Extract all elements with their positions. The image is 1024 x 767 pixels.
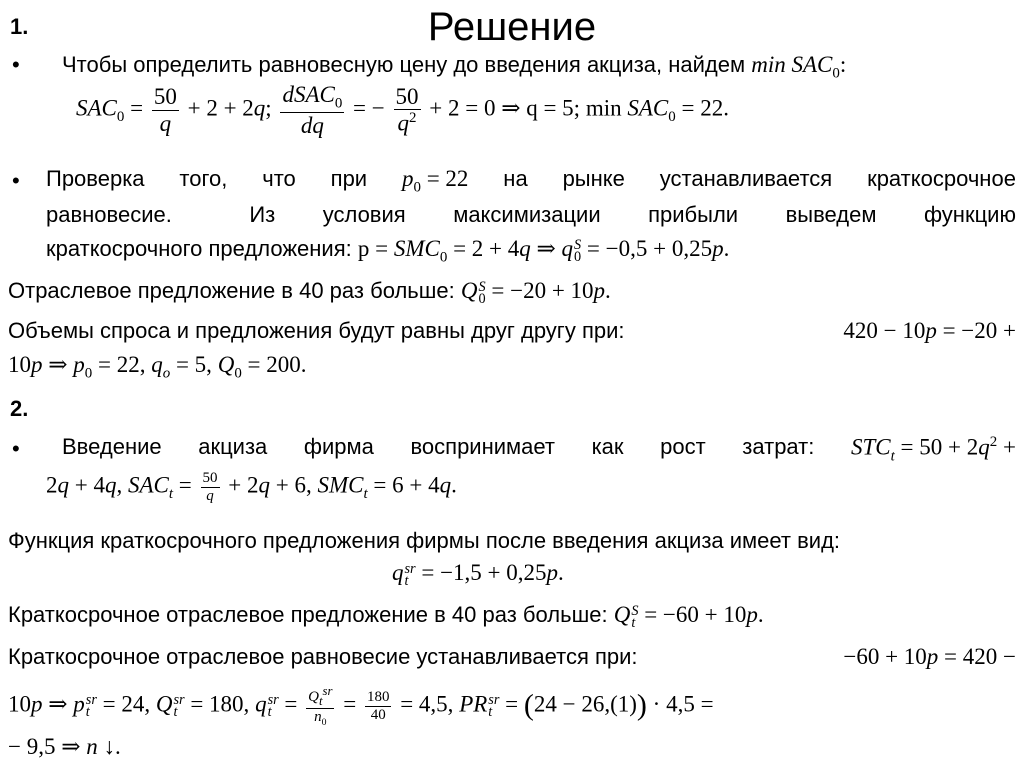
excise-line1: Введение акциза фирма воспринимает как рост затрат: $STC_t = 50 + 2q^2$ + bbox=[62, 434, 1016, 465]
section-number-1: 1. bbox=[10, 14, 29, 39]
short-run-industry-supply: Краткосрочное отраслевое предложение в 40 раз больше: Q S t = −60 + 10p. bbox=[8, 602, 764, 631]
demand-supply-line1: Объемы спроса и предложения будут равны друг другу при: 420 − 10p = −20 + bbox=[8, 318, 1016, 343]
bullet2-line2: равновесие. Из условия максимизации прибыли выведем функцию bbox=[46, 202, 1016, 227]
bullet2-line1: Проверка того, что при $p_0 = 22$ на рынке устанавливается краткосрочное bbox=[46, 166, 1016, 196]
firm-supply-text: Функция краткосрочного предложения фирмы после введения акциза имеет вид: bbox=[8, 528, 841, 553]
page-title: Решение bbox=[427, 5, 597, 49]
excise-line2: 2q + 4q, $SAC_t$ = $\frac{50}{q}$ + 2q + 6, $SMC_t = 6 + 4q$. bbox=[46, 470, 457, 504]
equilibrium-line2: 10p ⇒ p sr t = 24, Q sr t = 180, q sr t = $\frac{Q_t^{sr}}{n_0}$ = $\frac{180}{40}$ = 4,5, PR sr t = (24 − 26,(1)) · 4,5 = bbox=[8, 684, 714, 729]
demand-supply-line2: 10p ⇒ $p_0 = 22$, $q_o = 5$, $Q_0 = 200$. bbox=[8, 352, 307, 382]
bullet1-text: Чтобы определить равновесную цену до введения акциза, найдем bbox=[62, 52, 752, 77]
bullet2-line3: краткосрочного предложения: $p = SMC_0 = 2 + 4q$ ⇒ q S 0 = −0,5 + 0,25p. bbox=[46, 236, 730, 266]
equilibrium-line1: Краткосрочное отраслевое равновесие устанавливается при: −60 + 10p = 420 − bbox=[8, 644, 1016, 669]
bullet-icon: • bbox=[12, 436, 20, 461]
industry-supply-line: Отраслевое предложение в 40 раз больше: Q S 0 = −20 + 10p. bbox=[8, 278, 611, 307]
equilibrium-line3: − 9,5 ⇒ n ↓. bbox=[8, 734, 121, 759]
firm-supply-equation: q sr t = −1,5 + 0,25p. bbox=[392, 560, 564, 589]
sac-derivative-equation: $SAC_0$ = $\frac{50}{q}$ + 2 + 2q; $\frac{dSAC_0}{dq}$ = − $\frac{50}{q^2}$ + 2 = 0 ⇒ q = 5; $\min SAC_0 = 22$. bbox=[76, 82, 729, 139]
section-number-2: 2. bbox=[10, 396, 29, 421]
bullet-icon: • bbox=[12, 52, 20, 77]
bullet-icon: • bbox=[12, 168, 20, 193]
bullet1-formula: $\min SAC_0$: bbox=[751, 52, 847, 82]
bullet1-text-line bbox=[62, 52, 846, 83]
